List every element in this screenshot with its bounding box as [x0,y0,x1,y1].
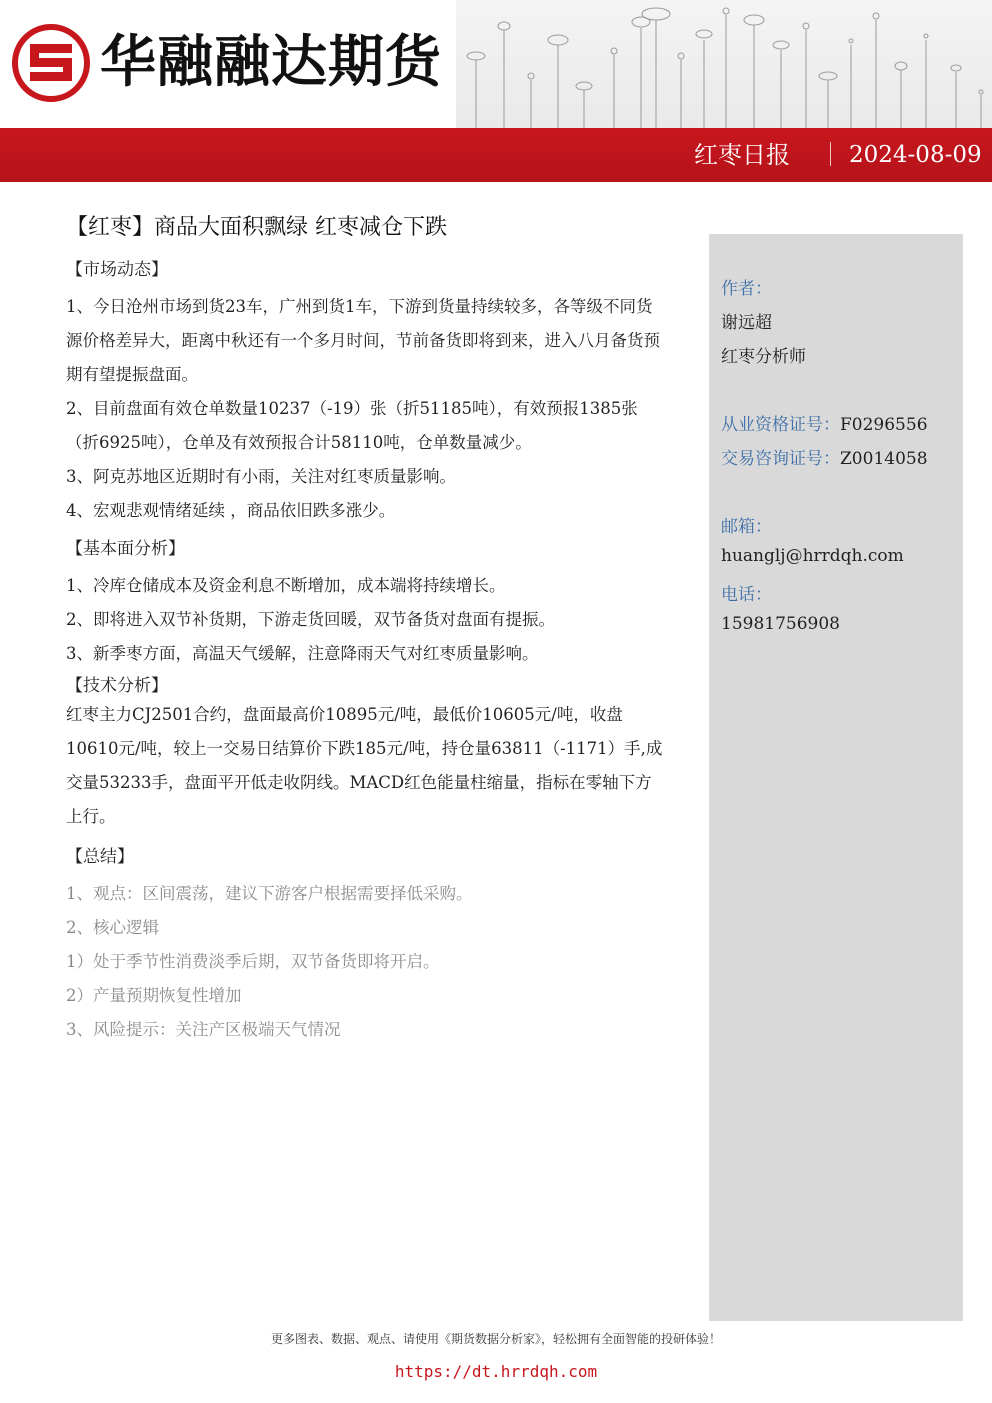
market-paragraph: 4、宏观悲观情绪延续 ，商品依旧跌多涨少。 [66,501,396,520]
certificate-line [721,410,928,435]
fundamentals-paragraph: 2、即将进入双节补货期，下游走货回暖，双节备货对盘面有提振。 [66,610,555,629]
summary-paragraph: 2）产量预期恢复性增加 [66,986,242,1005]
author-sidebar [709,234,963,1321]
market-paragraph: 2、目前盘面有效仓单数量10237（-19）张（折51185吨），有效预报1385张（折6925吨），仓单及有效预报合计58110吨，仓单数量减少。 [66,399,638,452]
report-title-bar [0,128,992,182]
certificate-number: F0296556 [840,415,928,435]
market-paragraph: 1、今日沧州市场到货23车，广州到货1车，下游到货量持续较多，各等级不同货源价格差异大，距离中秋还有一个多月时间，节前备货即将到来，进入八月备货预期有望提振盘面。 [66,297,660,384]
author-title: 红枣分析师 [721,347,806,367]
phone-number: 15981756908 [721,614,840,634]
certificate-label: 从业资格证号： [721,415,840,435]
company-name: 华融融达期货 [100,30,442,95]
email-label: 邮箱： [721,517,772,537]
section-heading-summary: 【总结】 [66,847,134,867]
footer-note: 更多图表、数据、观点、请使用《期货数据分析家》，轻松拥有全面智能的投研体验！ [270,1332,721,1346]
author-name: 谢远超 [721,313,772,333]
phone-label: 电话： [721,585,772,605]
fundamentals-paragraph: 1、冷库仓储成本及资金利息不断增加，成本端将持续增长。 [66,576,506,595]
decoration-pattern [456,0,992,128]
consulting-line [721,444,928,469]
consulting-label: 交易咨询证号： [721,449,840,469]
author-label: 作者： [721,279,772,299]
report-date: 2024-08-09 [849,142,982,168]
title-bar-divider [830,142,831,166]
footer-link[interactable]: https://dt.hrrdqh.com [394,1362,598,1381]
summary-paragraph: 2、核心逻辑 [66,918,159,937]
section-heading-fundamentals: 【基本面分析】 [66,539,185,559]
technical-paragraph: 红枣主力CJ2501合约，盘面最高价10895元/吨，最低价10605元/吨，收盘10610元/吨，较上一交易日结算价下跌185元/吨，持仓量63811（-1171）手,成交量53233手，盘面平开低走收阴线。MACD红色能量柱缩量，指标在零轴下方上行。 [66,705,663,826]
email-address[interactable]: huanglj@hrrdqh.com [721,546,904,566]
market-paragraph: 3、阿克苏地区近期时有小雨，关注对红枣质量影响。 [66,467,456,486]
summary-paragraph: 1）处于季节性消费淡季后期，双节备货即将开启。 [66,952,440,971]
header [0,0,992,128]
section-heading-market: 【市场动态】 [66,260,168,280]
company-logo-icon [12,24,90,102]
header-decoration [456,0,992,128]
report-body [66,210,666,1047]
summary-paragraph: 1、观点：区间震荡，建议下游客户根据需要择低采购。 [66,884,473,903]
report-headline: 【红枣】商品大面积飘绿 红枣减仓下跌 [66,215,447,240]
report-name: 红枣日报 [694,141,790,169]
consulting-number: Z0014058 [840,449,928,469]
summary-paragraph: 3、风险提示：关注产区极端天气情况 [66,1020,341,1039]
section-heading-technical: 【技术分析】 [66,676,168,696]
fundamentals-paragraph: 3、新季枣方面，高温天气缓解，注意降雨天气对红枣质量影响。 [66,644,539,663]
